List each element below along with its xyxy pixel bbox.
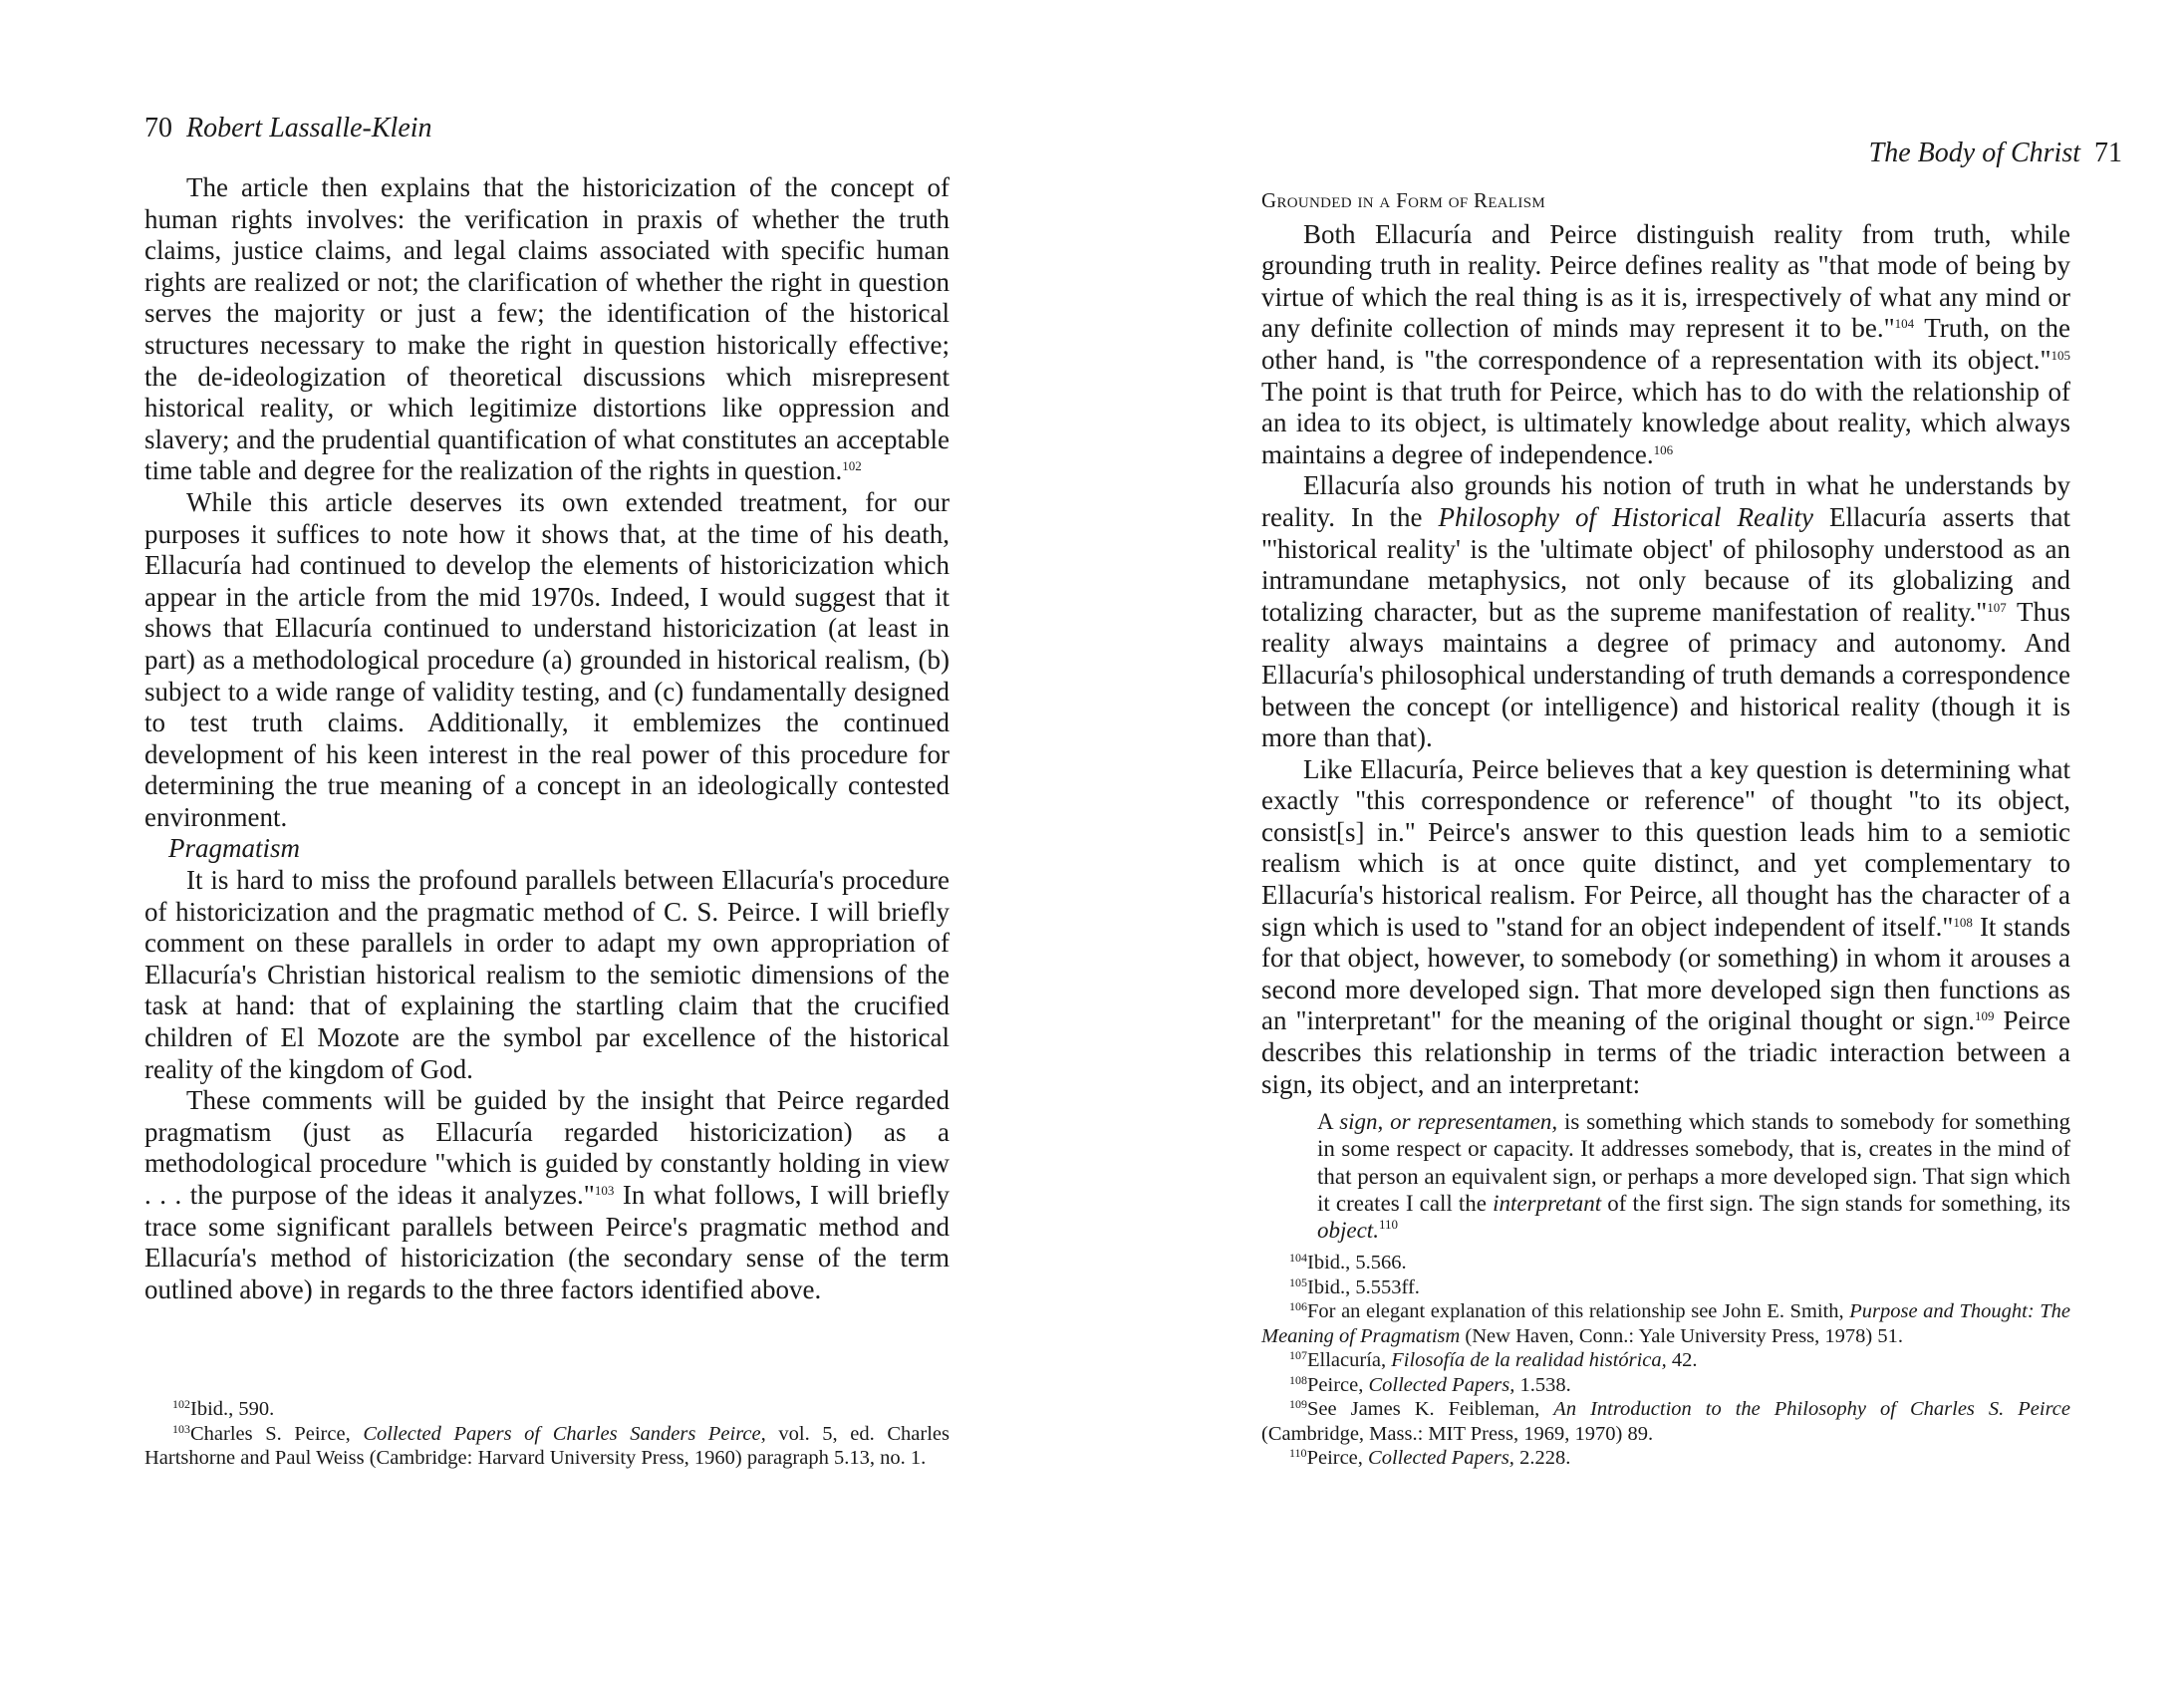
footnote-ref: 110 <box>1378 1217 1398 1233</box>
paragraph: It is hard to miss the profound parallels between Ellacuría's procedure of historicization and the pragmatic method of C. S. Peirce. I will briefly comment on these parallels in order to adapt my own appropriation of Ellacuría's Christian historical realism to the semiotic dimensions of the task at hand: that of explaining the startling claim that the crucified children of El Mozote are the symbol par excellence of the historical reality of the kingdom of God. <box>144 865 950 1084</box>
footnote: $^{107}$Ellacuría, Filosofía de la realidad histórica, 42. <box>1289 1348 1698 1371</box>
footnote-ref: 107 <box>1987 599 2007 615</box>
right-footnotes <box>1261 1251 2070 1471</box>
footnote: $^{103}$Charles S. Peirce, Collected Papers of Charles Sanders Peirce, vol. 5, ed. Charles Hartshorne and Paul Weiss (Cambridge: Harvard University Press, 1960) paragraph 5.13, no. 1. <box>144 1421 950 1469</box>
block-quote: A sign, or representamen, is something which stands to somebody for something in some respect or capacity. It addresses somebody, that is, creates in the mind of that person an equivalent sign, or perhaps a more developed sign. That sign which it creates I call the interpretant of the first sign. The sign stands for something, its object.$^{110}$ <box>1317 1109 2070 1244</box>
footnote: $^{102}$Ibid., 590. <box>172 1397 275 1420</box>
section-subheading: Grounded in a Form of Realism <box>1261 188 1545 212</box>
paragraph: These comments will be guided by the insight that Peirce regarded pragmatism (just as Ellacuría regarded historicization) as a methodological procedure "which is guided by constantly holding in view . . . the purpose of the ideas it analyzes."$^{103}$ In what follows, I will briefly trace some significant parallels between Peirce's pragmatic method and Ellacuría's method of historicization (the secondary sense of the term outlined above) in regards to the three factors identified above. <box>144 1085 950 1304</box>
footnote: $^{110}$Peirce, Collected Papers, 2.228. <box>1289 1446 1571 1469</box>
footnote-ref: 104 <box>1894 316 1915 332</box>
footnote: $^{106}$For an elegant explanation of this relationship see John E. Smith, Purpose and Thought: The Meaning of Pragmatism (New Haven, Conn.: Yale University Press, 1978) 51. <box>1261 1299 2071 1347</box>
running-author: Robert Lassalle-Klein <box>186 113 432 143</box>
paragraph: While this article deserves its own extended treatment, for our purposes it suffices to note how it shows that, at the time of his death, Ellacuría had continued to develop the elements of historicization which appear in the article from the mid 1970s. Indeed, I would suggest that it shows that Ellacuría continued to understand historicization (at least in part) as a methodological procedure (a) grounded in historical realism, (b) subject to a wide range of validity testing, and (c) fundamentally designed to test truth claims. Additionally, it emblemizes the continued development of his keen interest in the real power of this procedure for determining the true meaning of a concept in an ideologically contested environment. <box>144 486 950 832</box>
footnote: $^{104}$Ibid., 5.566. <box>1289 1251 1407 1274</box>
footnote-ref: 105 <box>2050 347 2070 363</box>
right-running-head <box>1869 137 2122 170</box>
paragraph: Both Ellacuría and Peirce distinguish reality from truth, while grounding truth in reality. Peirce defines reality as "that mode of being by virtue of which the real thing is as it is, irrespectively of what any mind or any definite collection of minds may represent it to be."$^{104}$ Truth, on the other hand, is "the correspondence of a representation with its object."$^{105}$ The point is that truth for Peirce, which has to do with the relationship of an idea to its object, is ultimately knowledge about reality, which always maintains a degree of independence.$^{106}$ <box>1261 218 2070 469</box>
section-subheading: Pragmatism <box>168 833 301 864</box>
paragraph: The article then explains that the historicization of the concept of human rights involves: the verification in praxis of whether the truth claims, justice claims, and legal claims associated with specific human rights are realized or not; the clarification of whether the right in question serves the majority or just a few; the identification of the historical structures necessary to make the right in question historically effective; the de-ideologization of theoretical discussions which misrepresent historical reality, or which legitimize distortions like oppression and slavery; and the prudential quantification of what constitutes an acceptable time table and degree for the realization of the rights in question.$^{102}$ <box>144 172 950 486</box>
footnote: $^{109}$See James K. Feibleman, An Introduction to the Philosophy of Charles S. Peirce (Cambridge, Mass.: MIT Press, 1969, 1970) 89. <box>1261 1397 2070 1445</box>
paragraph: Like Ellacuría, Peirce believes that a key question is determining what exactly "this correspondence or reference" of thought "to its object, consist[s] in." Peirce's answer to this question leads him to a semiotic realism which is at once quite distinct, and yet complementary to Ellacuría's historical realism. For Peirce, all thought has the character of a sign which is used to "stand for an object independent of itself."$^{108}$ It stands for that object, however, to somebody (or something) in whom it arouses a second more developed sign. That more developed sign then functions as an "interpretant" for the meaning of the original thought or sign.$^{109}$ Peirce describes this relationship in terms of the triadic interaction between a sign, its object, and an interpretant: <box>1261 753 2070 1099</box>
page-number: 71 <box>2094 138 2122 168</box>
left-running-head <box>144 112 432 145</box>
footnote-ref: 106 <box>1653 441 1674 457</box>
footnote-ref: 103 <box>594 1183 615 1198</box>
footnote-ref: 102 <box>842 458 862 474</box>
right-page <box>1092 0 2184 1698</box>
footnote-ref: 108 <box>1953 914 1973 930</box>
page-number: 70 <box>144 113 172 143</box>
paragraph: Ellacuría also grounds his notion of truth in what he understands by reality. In the Philosophy of Historical Reality Ellacuría asserts that "'historical reality' is the 'ultimate object' of philosophy understood as an intramundane metaphysics, not only because of its globalizing and totalizing character, but as the supreme manifestation of reality."$^{107}$ Thus reality always maintains a degree of primacy and autonomy. And Ellacuría's philosophical understanding of truth demands a correspondence between the concept (or intelligence) and historical reality (though it is more than that). <box>1261 470 2070 753</box>
right-body <box>1261 185 2070 1244</box>
footnote: $^{108}$Peirce, Collected Papers, 1.538. <box>1289 1372 1571 1396</box>
footnote: $^{105}$Ibid., 5.553ff. <box>1289 1274 1420 1298</box>
left-footnotes <box>144 1397 950 1471</box>
left-body <box>144 172 950 1305</box>
footnote-ref: 109 <box>1974 1008 1995 1024</box>
running-title: The Body of Christ <box>1868 138 2080 168</box>
